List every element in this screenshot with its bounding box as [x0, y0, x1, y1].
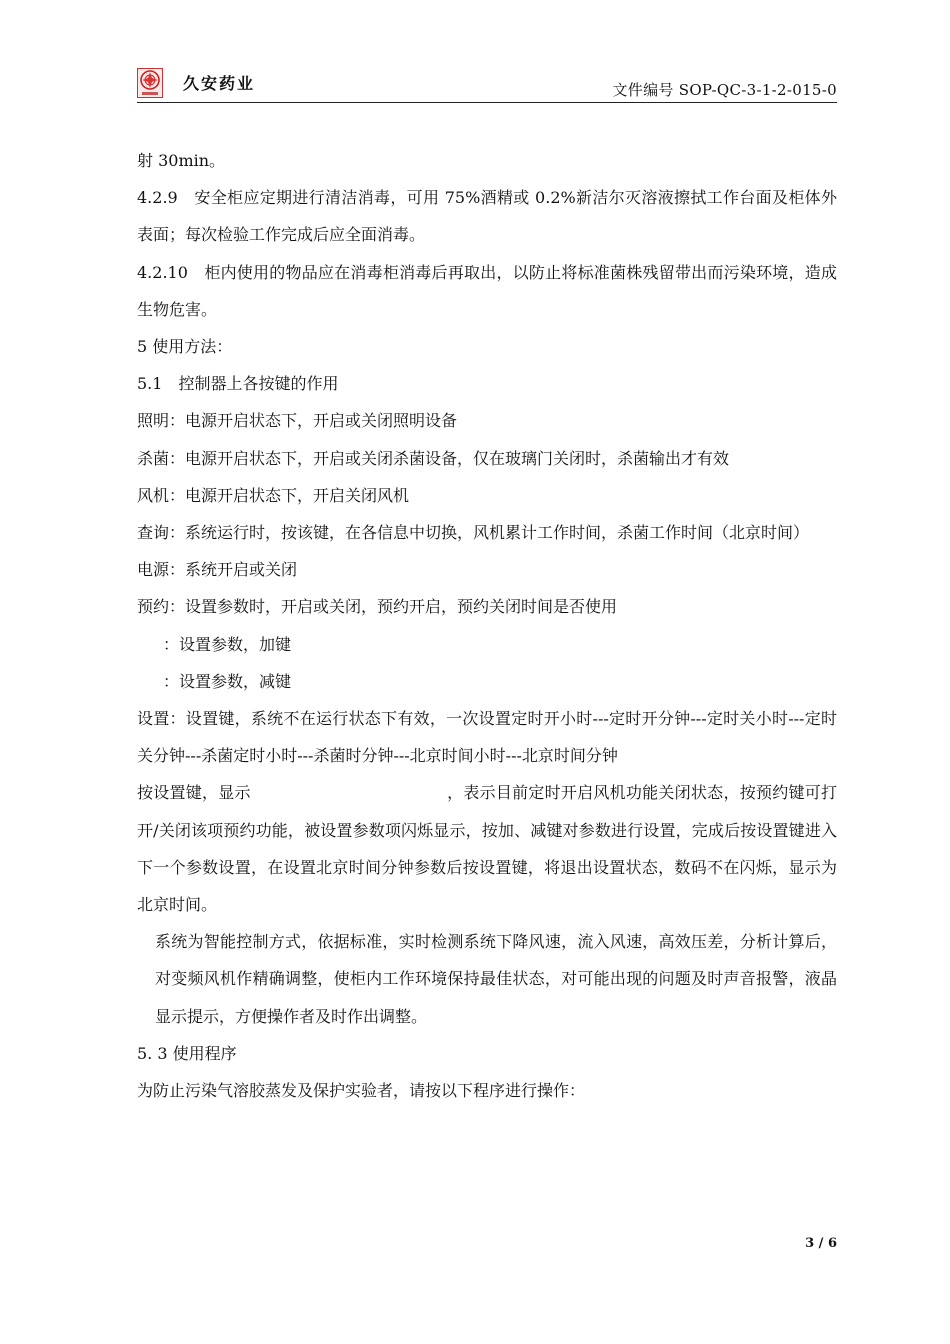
key-description-schedule: 预约：设置参数时，开启或关闭，预约开启，预约关闭时间是否使用: [137, 597, 618, 617]
page-header: [137, 62, 837, 103]
key-description-fan: 风机：电源开启状态下，开启关闭风机: [137, 485, 410, 505]
text-run: ，表示目前定时开启风机功能关闭状态，按预约键可打开/关闭该项预约功能，被设置参数项闪烁显示，按加、减键对参数进行设置，完成后按设置键进入下一个参数设置，在设置北京时间分钟参数后按设置键，将退出设置状态，数码不在闪烁，显示为北京时间。: [137, 783, 837, 915]
paragraph-smart-control: 系统为智能控制方式，依据标准，实时检测系统下降风速，流入风速，高效压差，分析计算后，对变频风机作精确调整，使柜内工作环境保持最佳状态，对可能出现的问题及时声音报警，液晶显示提示，方便操作者及时作出调整。: [155, 932, 837, 1026]
key-description-lighting: 照明：电源开启状态下，开启或关闭照明设备: [137, 411, 458, 431]
subsection-heading: 5. 3 使用程序: [137, 1043, 237, 1063]
document-number: 文件编号 SOP-QC-3-1-2-015-0: [612, 81, 837, 99]
document-body: [137, 142, 837, 1109]
company-seal-icon: [137, 68, 163, 98]
key-description-power: 电源：系统开启或关闭: [137, 560, 298, 580]
subsection-heading: 5.1 控制器上各按键的作用: [137, 374, 339, 394]
key-description-plus: ：设置参数，加键: [163, 634, 292, 654]
paragraph-settings-display: [137, 774, 837, 923]
key-description-sterilize: 杀菌：电源开启状态下，开启或关闭杀菌设备，仅在玻璃门关闭时，杀菌输出才有效: [137, 448, 730, 468]
paragraph: 射 30min。: [137, 151, 226, 170]
key-description-minus: ：设置参数，减键: [163, 671, 292, 691]
paragraph: 4.2.10 柜内使用的物品应在消毒柜消毒后再取出，以防止将标准菌株残留带出而污染环境，造成生物危害。: [137, 262, 837, 319]
text-run: 按设置键，显示: [137, 783, 251, 803]
section-heading: 5 使用方法：: [137, 337, 233, 357]
key-description-query: 查询：系统运行时，按该键，在各信息中切换，风机累计工作时间，杀菌工作时间（北京时间）: [137, 523, 810, 543]
paragraph: 4.2.9 安全柜应定期进行清洁消毒，可用 75%酒精或 0.2%新洁尔灭溶液擦拭工作台面及柜体外表面；每次检验工作完成后应全面消毒。: [137, 188, 837, 245]
paragraph: 为防止污染气溶胶蒸发及保护实验者，请按以下程序进行操作：: [137, 1081, 586, 1101]
page-number: 3 / 6: [805, 1236, 837, 1251]
company-name: 久安药业: [183, 74, 256, 93]
key-description-settings: 设置：设置键，系统不在运行状态下有效，一次设置定时开小时---定时开分钟---定时关小时---定时关分钟---杀菌定时小时---杀菌时分钟---北京时间小时---北京时间分钟: [137, 709, 837, 766]
